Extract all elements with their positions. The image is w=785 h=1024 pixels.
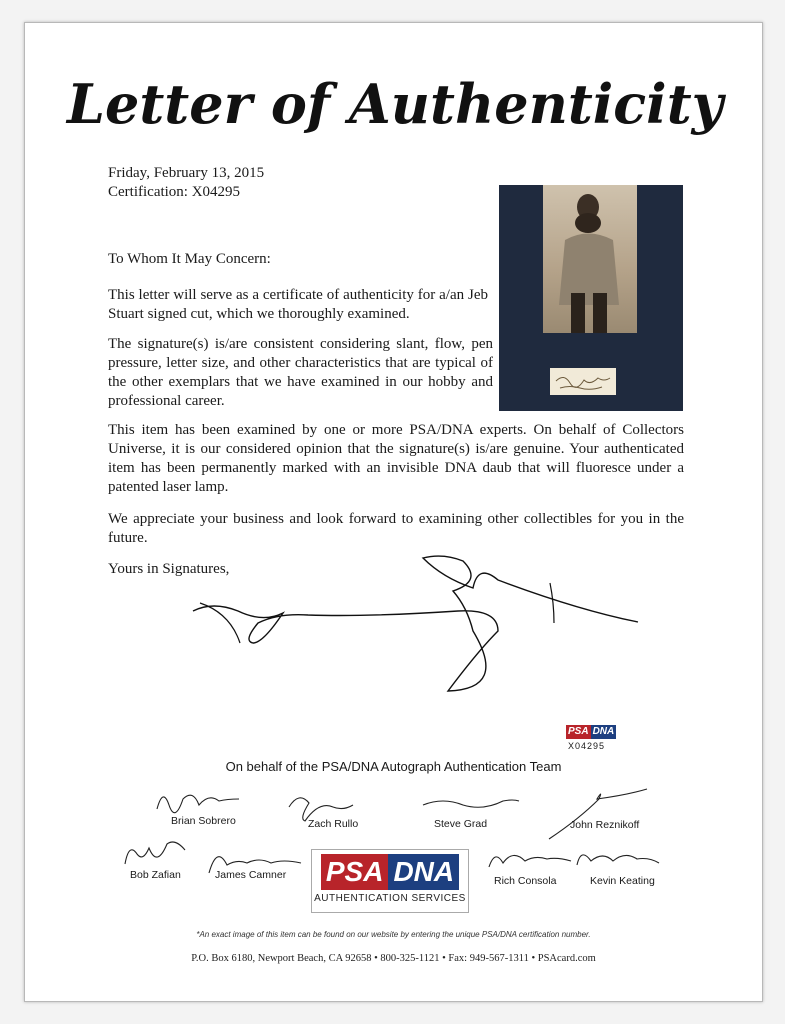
letter-page	[24, 22, 763, 1002]
sticker-cert-number: X04295	[568, 741, 606, 751]
sticker-logo-psa: PSA	[568, 726, 589, 737]
paragraph-4: We appreciate your business and look forward to examining other collectibles for you in the future.	[108, 511, 684, 546]
logo-subtitle: AUTHENTICATION SERVICES	[314, 893, 466, 904]
paragraph-1: This letter will serve as a certificate of authenticity for a/an Jeb Stuart signed cut, which we thoroughly examined.	[108, 287, 488, 322]
portrait-figure	[543, 185, 637, 333]
letter-title	[66, 61, 724, 146]
signed-cut	[550, 368, 616, 395]
member-name: Rich Consola	[494, 875, 557, 887]
contact-address: P.O. Box 6180, Newport Beach, CA 92658 • 800-325-1121 • Fax: 949-567-1311 • PSAcard.com	[191, 953, 596, 964]
signature-kevin-keating	[573, 845, 663, 875]
team-heading: On behalf of the PSA/DNA Autograph Authentication Team	[225, 759, 562, 774]
member-name: Steve Grad	[434, 818, 488, 830]
paragraph-2: The signature(s) is/are consistent considering slant, flow, pen pressure, letter size, and other characteristics that are typical of the other exemplars that we have examined in our hobby and professional career.	[108, 336, 493, 409]
cut-signature-scribble	[550, 368, 616, 395]
member-name: Kevin Keating	[590, 875, 655, 887]
logo-dna: DNA	[388, 854, 459, 890]
psa-dna-sticker-logo	[566, 725, 616, 739]
greeting: To Whom It May Concern:	[108, 251, 271, 267]
letter-title-text: Letter of Authenticity	[66, 72, 724, 136]
signature-rich-consola	[485, 845, 575, 875]
portrait-photo	[543, 185, 637, 333]
member-name: Bob Zafian	[130, 869, 181, 881]
signature-bob-zafian	[121, 838, 191, 872]
member-name: James Camner	[215, 869, 287, 881]
member-name: John Reznikoff	[570, 819, 640, 831]
member-name: Brian Sobrero	[171, 815, 236, 827]
psa-dna-logo	[311, 849, 469, 913]
authenticator-signature	[190, 563, 670, 693]
sticker-logo-dna: DNA	[592, 726, 615, 737]
signature-brian-sobrero	[153, 785, 243, 819]
certification-number: Certification: X04295	[108, 184, 241, 200]
logo-psa: PSA	[321, 854, 389, 890]
signature-steve-grad	[421, 795, 521, 815]
letter-date: Friday, February 13, 2015	[108, 165, 265, 181]
footnote: *An exact image of this item can be found on our website by entering the unique PSA/DNA certification number.	[196, 930, 591, 939]
member-name: Zach Rullo	[308, 818, 359, 830]
signature-john-reznikoff	[545, 785, 655, 843]
item-photo	[499, 185, 683, 411]
closing: Yours in Signatures,	[108, 561, 230, 577]
paragraph-3: This item has been examined by one or more PSA/DNA experts. On behalf of Collectors Universe, it is our considered opinion that the signature(s) is/are genuine. Your authenticated item has been permanently marked with an invisible DNA daub that will fluoresce under a patented laser lamp.	[108, 422, 684, 495]
